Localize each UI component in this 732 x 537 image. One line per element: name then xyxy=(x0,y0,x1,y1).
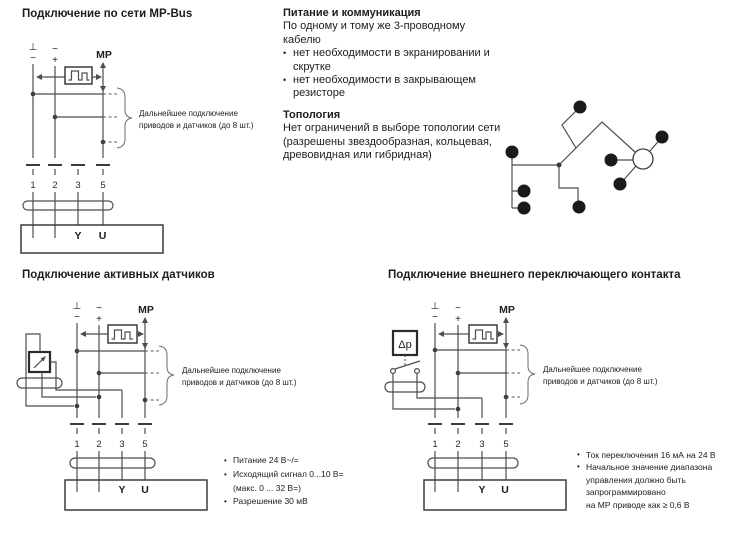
bullet-icon xyxy=(224,482,233,496)
bullet-icon xyxy=(577,486,586,498)
terminal-ground-label: ⊥ xyxy=(72,301,82,312)
arrow-up-icon xyxy=(503,317,509,323)
note-text: Исходящий сигнал 0...10 В= xyxy=(233,468,344,479)
sensor-notes xyxy=(224,454,344,509)
arrow-down-icon xyxy=(100,86,106,92)
mp-label: MP xyxy=(499,304,515,316)
network-node xyxy=(614,178,627,191)
bullet-icon: • xyxy=(577,450,580,459)
terminal-tilde-label: ~ xyxy=(455,303,461,314)
pressure-switch-icon xyxy=(393,331,417,355)
further-connection-note-line2: приводов и датчиков (до 8 шт.) xyxy=(182,378,297,387)
bullet-icon: • xyxy=(224,497,227,507)
terminal-plus-label: + xyxy=(52,55,58,66)
note-text: Питание 24 В~/= xyxy=(233,455,299,465)
terminal-number-3: 3 xyxy=(119,439,125,450)
terminal-strip xyxy=(70,424,152,450)
arrow-down-icon xyxy=(142,343,148,349)
arrow-down-icon xyxy=(503,343,509,349)
topology-line: (разрешены звездообразная, кольцевая, xyxy=(283,135,492,148)
cable-sheath xyxy=(70,458,155,468)
power-bullet-text: нет необходимости в закрывающем xyxy=(293,74,476,87)
contact-notes xyxy=(577,449,716,511)
arrow-right-icon xyxy=(96,74,102,80)
delta-p-label: Δp xyxy=(398,339,412,351)
bullet-icon: • xyxy=(577,462,580,472)
power-bullet-text: нет необходимости в экранировании и xyxy=(293,47,490,60)
pulse-signal-icon xyxy=(469,325,497,343)
bullet-icon: • xyxy=(283,48,287,59)
section-title-contact: Подключение внешнего переключающего контакта xyxy=(388,269,681,281)
y-terminal-label: Y xyxy=(118,484,126,496)
further-connection-note-line2: приводов и датчиков (до 8 шт.) xyxy=(139,121,254,130)
note-item xyxy=(577,499,716,511)
further-connection-note-line1: Дальнейшее подключение xyxy=(139,109,238,118)
note-text: Разрешение 30 мВ xyxy=(233,496,308,507)
note-text: управления должно быть xyxy=(586,474,686,485)
cable-sheath xyxy=(428,458,518,468)
note-item xyxy=(224,482,344,496)
terminal-number-3: 3 xyxy=(75,180,81,191)
arrow-left-icon xyxy=(36,74,42,80)
u-terminal-label: U xyxy=(98,230,107,242)
topology-line: древовидная или гибридная) xyxy=(283,149,432,162)
terminal-number-5: 5 xyxy=(100,180,106,191)
y-terminal-label: Y xyxy=(74,230,82,242)
terminal-number-1: 1 xyxy=(432,439,438,450)
u-terminal-label: U xyxy=(141,484,149,496)
terminal-number-1: 1 xyxy=(30,180,36,191)
network-node xyxy=(506,146,519,159)
bullet-icon: • xyxy=(224,469,227,479)
arrow-right-icon xyxy=(498,331,504,337)
further-connection-note-line1: Дальнейшее подключение xyxy=(182,366,281,375)
bullet-icon: • xyxy=(224,456,227,465)
arrow-left-icon xyxy=(80,331,86,337)
terminal-number-1: 1 xyxy=(74,439,80,450)
network-node xyxy=(574,101,587,114)
note-item xyxy=(577,461,716,473)
terminal-number-5: 5 xyxy=(503,439,509,450)
actuator-box xyxy=(21,225,163,253)
terminal-plus-label: + xyxy=(455,314,461,325)
terminal-number-2: 2 xyxy=(52,180,58,191)
bullet-icon xyxy=(577,474,586,486)
junction-node xyxy=(557,163,562,168)
section-title-sensors: Подключение активных датчиков xyxy=(22,269,215,281)
brace xyxy=(117,88,132,148)
topology-block xyxy=(283,109,500,163)
note-text: Начальное значение диапазона xyxy=(586,462,713,473)
terminal-number-2: 2 xyxy=(455,439,461,450)
network-node xyxy=(518,185,531,198)
terminal-number-5: 5 xyxy=(142,439,148,450)
terminal-strip xyxy=(26,165,110,191)
terminal-strip xyxy=(428,424,513,450)
note-text: запрограммировано xyxy=(586,487,666,498)
brace xyxy=(520,345,535,404)
hub-node xyxy=(633,149,653,169)
further-connection-note-line2: приводов и датчиков (до 8 шт.) xyxy=(543,377,658,386)
note-item xyxy=(577,449,716,461)
network-node xyxy=(605,154,618,167)
topology-title: Топология xyxy=(283,109,341,121)
cable-sheath xyxy=(23,201,113,210)
note-item xyxy=(577,486,716,498)
u-terminal-label: U xyxy=(501,484,509,496)
terminal-minus-label: − xyxy=(30,53,36,64)
section-title-mpbus: Подключение по сети MP-Bus xyxy=(22,8,193,20)
topology-line: Нет ограничений в выборе топологии сети xyxy=(283,122,501,135)
terminal-minus-label: − xyxy=(432,312,438,323)
power-bullet-text: скрутке xyxy=(293,60,331,73)
arrow-left-icon xyxy=(438,331,444,337)
pulse-signal-icon xyxy=(108,325,137,343)
actuator-box xyxy=(65,480,207,510)
mp-label: MP xyxy=(96,49,112,61)
power-intro-line: По одному и тому же 3-проводному xyxy=(283,20,466,33)
topology-diagram xyxy=(506,101,669,215)
power-intro-line: кабелю xyxy=(283,33,321,46)
further-connection-note-line1: Дальнейшее подключение xyxy=(543,365,642,374)
terminal-tilde-label: ~ xyxy=(96,303,102,314)
terminal-ground-label: ⊥ xyxy=(28,42,38,53)
power-title: Питание и коммуникация xyxy=(283,7,421,19)
arrow-right-icon xyxy=(138,331,144,337)
mpbus-wiring-diagram xyxy=(21,42,254,253)
cable-sheath xyxy=(385,382,425,392)
terminal-ground-label: ⊥ xyxy=(430,301,440,312)
network-node xyxy=(518,202,531,215)
terminal-plus-label: + xyxy=(96,314,102,325)
power-bullet-text: резисторе xyxy=(293,87,345,100)
network-node xyxy=(656,131,669,144)
y-terminal-label: Y xyxy=(478,484,486,496)
power-bullet-item xyxy=(283,74,490,87)
power-bullet-item xyxy=(283,47,490,60)
note-item xyxy=(577,474,716,486)
brace xyxy=(159,346,174,405)
network-node xyxy=(573,201,586,214)
note-item xyxy=(224,454,344,468)
power-communication-block xyxy=(283,7,490,101)
actuator-box xyxy=(424,480,566,510)
arrow-up-icon xyxy=(100,62,106,68)
note-text: (макс. 0 ... 32 В=) xyxy=(233,482,302,493)
note-item xyxy=(224,495,344,509)
bullet-icon xyxy=(577,499,586,511)
note-text: Ток переключения 16 мА на 24 В xyxy=(586,450,716,460)
terminal-minus-label: − xyxy=(74,312,80,323)
arrow-up-icon xyxy=(142,317,148,323)
note-text: на МР приводе как ≥ 0,6 В xyxy=(586,499,690,510)
sensor-icon xyxy=(29,352,50,372)
terminal-number-2: 2 xyxy=(96,439,102,450)
terminal-number-3: 3 xyxy=(479,439,485,450)
bullet-icon: • xyxy=(283,75,287,86)
mp-label: MP xyxy=(138,304,154,316)
switch-contact-icon xyxy=(391,361,420,373)
note-item xyxy=(224,468,344,482)
cable-sheath xyxy=(17,378,62,388)
pulse-signal-icon xyxy=(65,67,92,84)
terminal-tilde-label: ~ xyxy=(52,44,58,55)
